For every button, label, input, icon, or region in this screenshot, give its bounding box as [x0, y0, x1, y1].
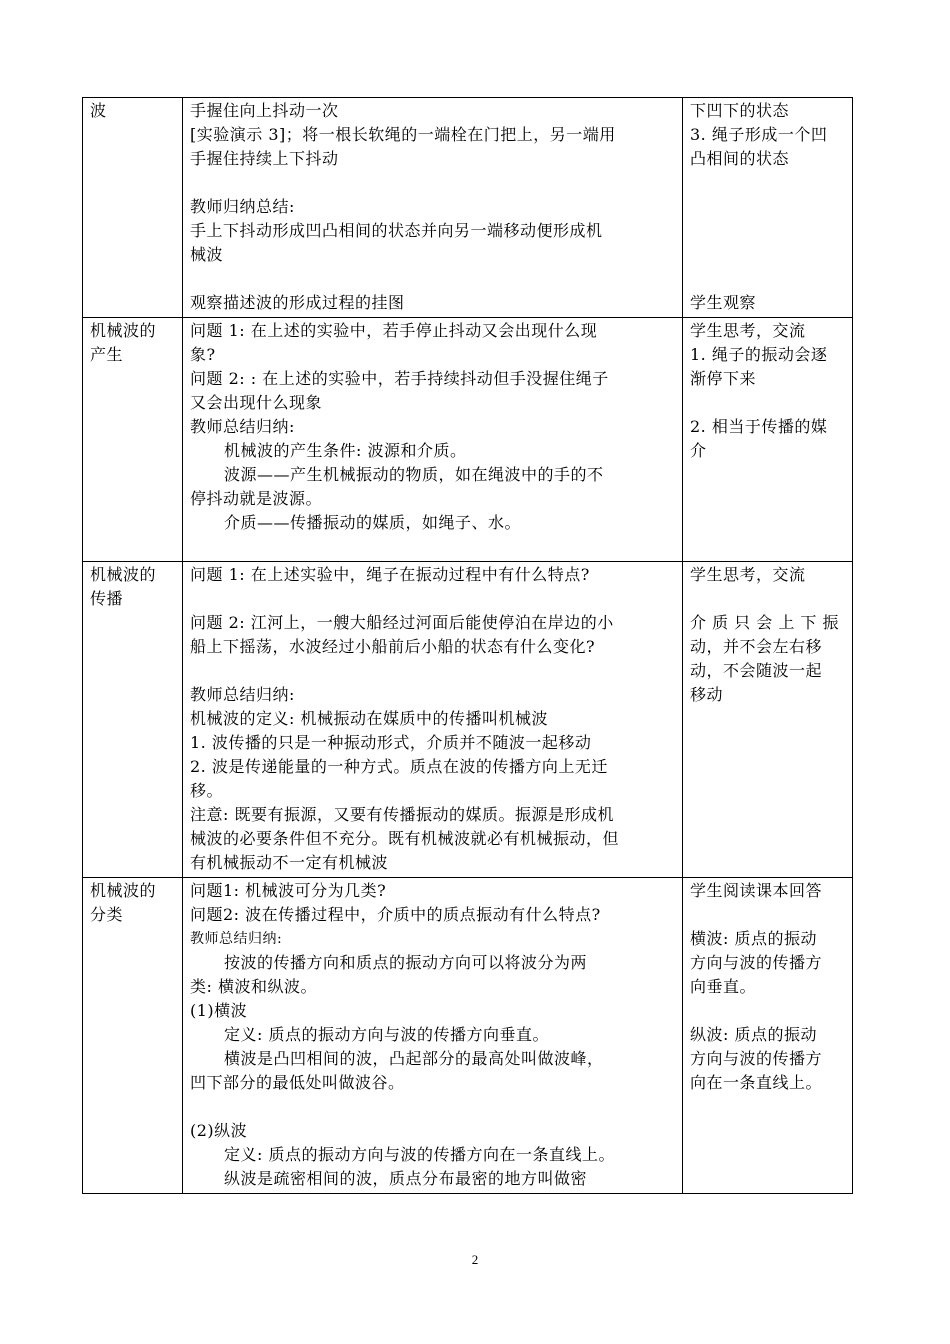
- student-line: 纵波: 质点的振动: [690, 1025, 817, 1044]
- content-line: 2. 波是传递能量的一种方式。质点在波的传播方向上无迁: [190, 757, 608, 776]
- student-line: 移动: [690, 685, 724, 704]
- student-activity-cell: [683, 318, 853, 562]
- lesson-plan-table: [82, 97, 853, 1194]
- content-line: 手上下抖动形成凹凸相间的状态并向另一端移动便形成机: [190, 221, 603, 240]
- content-line: 问题 1: 在上述的实验中，若手停止抖动又会出现什么现: [190, 321, 598, 340]
- student-line: [690, 903, 846, 927]
- section-title: 机械波的: [90, 321, 157, 340]
- student-line: 向垂直。: [690, 977, 757, 996]
- content-cell: [183, 562, 683, 878]
- student-line: 1. 绳子的振动会逐: [690, 345, 828, 364]
- content-line: 凹下部分的最低处叫做波谷。: [190, 1073, 405, 1092]
- student-line: 凸相间的状态: [690, 149, 790, 168]
- content-line: [190, 267, 676, 291]
- section-title: 机械波的: [90, 881, 157, 900]
- content-line: 械波的必要条件但不充分。既有机械波就必有机械振动，但: [190, 829, 620, 848]
- content-line: 类: 横波和纵波。: [190, 977, 317, 996]
- content-line: 械波: [190, 245, 224, 264]
- student-line: 学生思考，交流: [690, 321, 806, 340]
- content-line: [实验演示 3]；将一根长软绳的一端栓在门把上，另一端用: [190, 125, 616, 144]
- section-title-cell: [83, 318, 183, 562]
- content-line: (1)横波: [190, 1001, 248, 1020]
- content-line: [190, 171, 676, 195]
- student-line: 学生思考，交流: [690, 565, 806, 584]
- student-line: 学生阅读课本回答: [690, 881, 823, 900]
- content-line: 教师总结归纳:: [190, 685, 295, 704]
- student-line: 渐停下来: [690, 369, 757, 388]
- student-activity-cell: [683, 98, 853, 318]
- student-line: 介 质 只 会 上 下 振: [690, 613, 840, 632]
- content-line: 移。: [190, 781, 224, 800]
- student-line: 动，并不会左右移: [690, 637, 823, 656]
- content-line: 机械波的产生条件: 波源和介质。: [224, 441, 467, 460]
- student-line: [690, 267, 846, 291]
- section-title: 产生: [90, 345, 124, 364]
- content-line: 有机械振动不一定有机械波: [190, 853, 389, 872]
- student-line: 动，不会随波一起: [690, 661, 823, 680]
- section-title-cell: [83, 878, 183, 1194]
- content-line: 停抖动就是波源。: [190, 489, 323, 508]
- student-line: 下凹下的状态: [690, 101, 790, 120]
- student-activity-cell: [683, 562, 853, 878]
- content-line: 手握住持续上下抖动: [190, 149, 339, 168]
- content-line: 手握住向上抖动一次: [190, 101, 339, 120]
- content-line: 横波是凸凹相间的波，凸起部分的最高处叫做波峰，: [224, 1049, 604, 1068]
- table-row: [83, 318, 853, 562]
- student-line: 横波: 质点的振动: [690, 929, 817, 948]
- content-line: 又会出现什么现象: [190, 393, 323, 412]
- content-line: 教师归纳总结:: [190, 197, 295, 216]
- student-line: [690, 171, 846, 195]
- student-line: [690, 587, 846, 611]
- table-row: [83, 878, 853, 1194]
- content-line: 问题 1: 在上述实验中，绳子在振动过程中有什么特点?: [190, 565, 590, 584]
- table-row: [83, 98, 853, 318]
- student-activity-cell: [683, 878, 853, 1194]
- content-line: 船上下摇荡，水波经过小船前后小船的状态有什么变化?: [190, 637, 596, 656]
- content-line: 按波的传播方向和质点的振动方向可以将波分为两: [224, 953, 588, 972]
- content-line: 定义: 质点的振动方向与波的传播方向垂直。: [224, 1025, 549, 1044]
- content-line: 问题 2: 江河上，一艘大船经过河面后能使停泊在岸边的小: [190, 613, 614, 632]
- content-line: 定义: 质点的振动方向与波的传播方向在一条直线上。: [224, 1145, 615, 1164]
- content-line: [190, 1095, 676, 1119]
- student-line: [690, 391, 846, 415]
- student-line: 学生观察: [690, 293, 757, 312]
- content-line: 注意: 既要有振源，又要有传播振动的媒质。振源是形成机: [190, 805, 614, 824]
- student-line: 方向与波的传播方: [690, 953, 823, 972]
- content-line: 教师总结归纳:: [190, 931, 283, 947]
- student-line: 2. 相当于传播的媒: [690, 417, 828, 436]
- student-line: [690, 195, 846, 219]
- student-line: [690, 243, 846, 267]
- content-line: 波源——产生机械振动的物质，如在绳波中的手的不: [224, 465, 604, 484]
- content-line: (2)纵波: [190, 1121, 248, 1140]
- section-title: 分类: [90, 905, 124, 924]
- content-line: 观察描述波的形成过程的挂图: [190, 293, 405, 312]
- student-line: 向在一条直线上。: [690, 1073, 823, 1092]
- content-line: 问题 2: : 在上述的实验中，若手持续抖动但手没握住绳子: [190, 369, 609, 388]
- student-line: 介: [690, 441, 707, 460]
- section-title-cell: [83, 98, 183, 318]
- student-line: [690, 999, 846, 1023]
- student-line: [690, 219, 846, 243]
- content-cell: [183, 878, 683, 1194]
- content-line: 教师总结归纳:: [190, 417, 295, 436]
- content-line: 问题2: 波在传播过程中，介质中的质点振动有什么特点?: [190, 905, 601, 924]
- section-title: 波: [90, 101, 107, 120]
- section-title: 机械波的: [90, 565, 157, 584]
- content-line: 问题1: 机械波可分为几类?: [190, 881, 387, 900]
- content-line: 纵波是疏密相间的波，质点分布最密的地方叫做密: [224, 1169, 588, 1188]
- content-line: [190, 659, 676, 683]
- content-line: 机械波的定义: 机械振动在媒质中的传播叫机械波: [190, 709, 548, 728]
- section-title: 传播: [90, 589, 124, 608]
- table-row: [83, 562, 853, 878]
- content-line: 介质——传播振动的媒质，如绳子、水。: [224, 513, 522, 532]
- content-line: [190, 587, 676, 611]
- content-cell: [183, 318, 683, 562]
- content-line: 1. 波传播的只是一种振动形式，介质并不随波一起移动: [190, 733, 592, 752]
- section-title-cell: [83, 562, 183, 878]
- content-cell: [183, 98, 683, 318]
- student-line: 3. 绳子形成一个凹: [690, 125, 828, 144]
- student-line: 方向与波的传播方: [690, 1049, 823, 1068]
- page-number: 2: [471, 1252, 479, 1267]
- content-line: 象?: [190, 345, 216, 364]
